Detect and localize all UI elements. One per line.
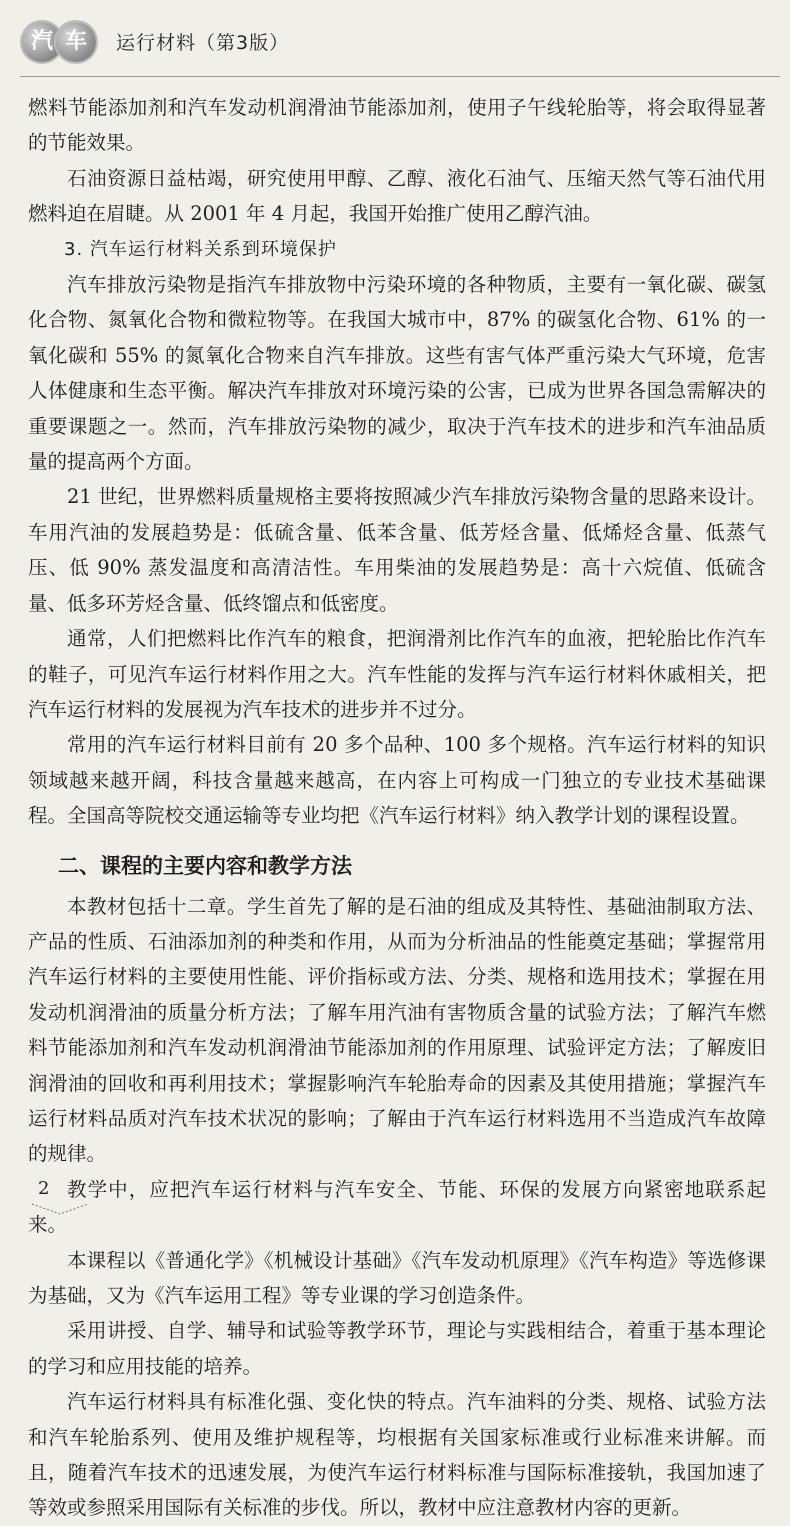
paragraph: 本课程以《普通化学》《机械设计基础》《汽车发动机原理》《汽车构造》等选修课为基础，又为《汽车运用工程》等专业课的学习创造条件。 — [28, 1248, 766, 1307]
paragraph: 燃料节能添加剂和汽车发动机润滑油节能添加剂，使用子午线轮胎等，将会取得显著的节能效果。 — [28, 96, 766, 155]
page-number-ornament — [30, 1200, 90, 1216]
paragraph: 汽车排放污染物是指汽车排放物中污染环境的各种物质，主要有一氧化碳、碳氢化合物、氮氧化合物和微粒物等。在我国大城市中，87% 的碳氢化合物、61% 的一氧化碳和 55% 的氮氧化合物来自汽车排放。这些有害气体严重污染大气环境，危害人体健康和生态平衡。解决汽车排放对环境污染的公害，已成为世界各国急需解决的重要课题之一。然而，汽车排放污染物的减少，取决于汽车技术的进步和汽车油品质量的提高两个方面。 — [28, 273, 766, 474]
header-rule — [20, 76, 780, 77]
paragraph: 石油资源日益枯竭，研究使用甲醇、乙醇、液化石油气、压缩天然气等石油代用燃料迫在眉睫。从 2001 年 4 月起，我国开始推广使用乙醇汽油。 — [28, 166, 766, 226]
paragraph: 采用讲授、自学、辅导和试验等教学环节，理论与实践相结合，着重于基本理论的学习和应用技能的培养。 — [28, 1319, 766, 1378]
logo-char-2: 车 — [56, 22, 96, 62]
page-body — [28, 90, 766, 1526]
book-title: 运行材料（第3版） — [116, 32, 290, 54]
paragraph: 通常，人们把燃料比作汽车的粮食，把润滑剂比作汽车的血液，把轮胎比作汽车的鞋子，可见汽车运行材料作用之大。汽车性能的发挥与汽车运行材料休戚相关，把汽车运行材料的发展视为汽车技术的进步并不过分。 — [28, 627, 766, 721]
paragraph: 21 世纪，世界燃料质量规格主要将按照减少汽车排放污染物含量的思路来设计。车用汽油的发展趋势是：低硫含量、低苯含量、低芳烃含量、低烯烃含量、低蒸气压、低 90% 蒸发温度和高清洁性。车用柴油的发展趋势是：高十六烷值、低硫含量、低多环芳烃含量、低终馏点和低密度。 — [28, 485, 766, 615]
paragraph: 常用的汽车运行材料目前有 20 多个品种、100 多个规格。汽车运行材料的知识领域越来越开阔，科技含量越来越高，在内容上可构成一门独立的专业技术基础课程。全国高等院校交通运输等专业均把《汽车运行材料》纳入教学计划的课程设置。 — [28, 733, 766, 828]
logo-char-1: 汽 — [22, 22, 62, 62]
section-heading: 二、课程的主要内容和教学方法 — [58, 853, 352, 878]
page-number: 2 — [38, 1178, 50, 1199]
book-logo — [20, 18, 112, 66]
subsection-heading: 3. 汽车运行材料关系到环境保护 — [64, 238, 337, 260]
paragraph: 本教材包括十二章。学生首先了解的是石油的组成及其特性、基础油制取方法、产品的性质、石油添加剂的种类和作用，从而为分析油品的性能奠定基础；掌握常用汽车运行材料的主要使用性能、评价指标或方法、分类、规格和选用技术；掌握在用发动机润滑油的质量分析方法；了解车用汽油有害物质含量的试验方法；了解汽车燃料节能添加剂和汽车发动机润滑油节能添加剂的作用原理、试验评定方法；了解废旧润滑油的回收和再利用技术；掌握影响汽车轮胎寿命的因素及其使用措施；掌握汽车运行材料品质对汽车技术状况的影响；了解由于汽车运行材料选用不当造成汽车故障的规律。 — [28, 894, 766, 1166]
paragraph: 汽车运行材料具有标准化强、变化快的特点。汽车油料的分类、规格、试验方法和汽车轮胎系列、使用及维护规程等，均根据有关国家标准或行业标准来讲解。而且，随着汽车技术的迅速发展，为使汽车运行材料标准与国际标准接轨，我国加速了等效或参照采用国际有关标准的步伐。所以，教材中应注意教材内容的更新。 — [28, 1390, 766, 1520]
paragraph: 教学中，应把汽车运行材料与汽车安全、节能、环保的发展方向紧密地联系起来。 — [28, 1177, 766, 1237]
running-header — [20, 18, 780, 66]
